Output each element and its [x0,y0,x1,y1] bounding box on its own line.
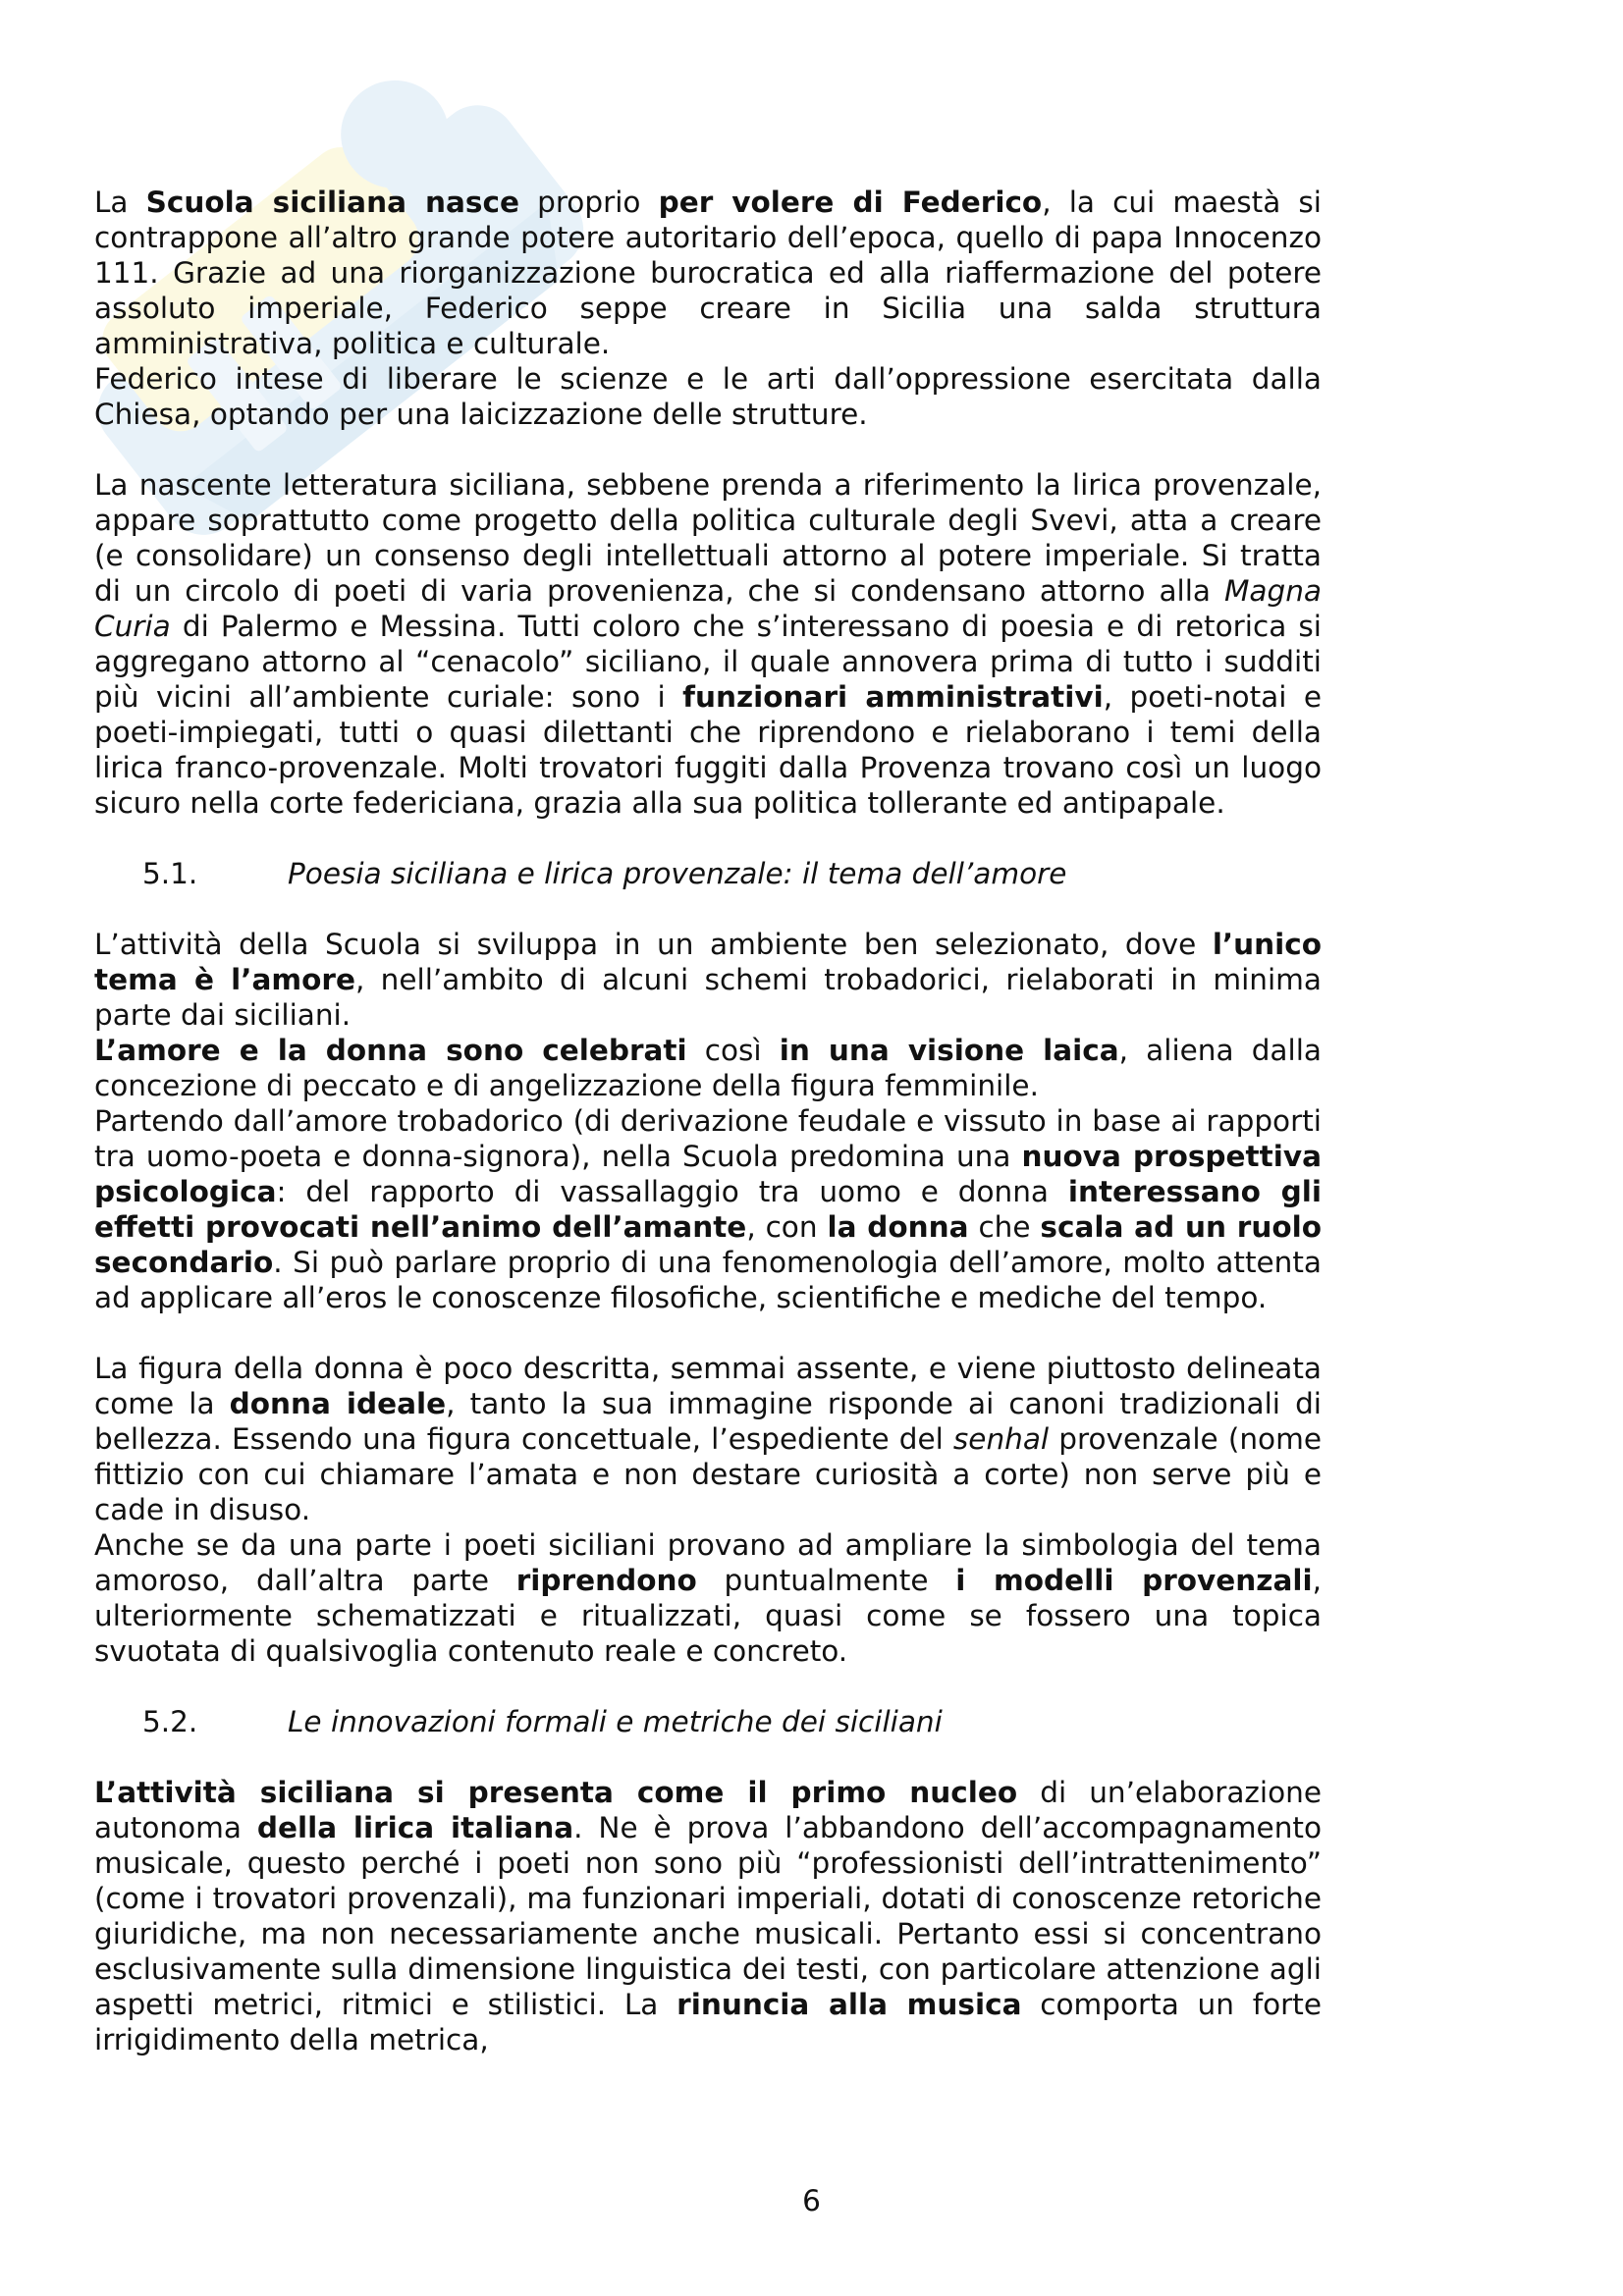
paragraph: Anche se da una parte i poeti siciliani provano ad ampliare la simbologia del tema amoroso, dall’altra parte riprendono puntualmente i modelli provenzali, ulteriormente schematizzati e ritualizzati, quasi come se fossero una topica svuotata di qualsivoglia contenuto reale e concreto. [94,1528,1322,1668]
paragraph: L’attività della Scuola si sviluppa in un ambiente ben selezionato, dove l’unico tema è l’amore, nell’ambito di alcuni schemi trobadorici, rielaborati in minima parte dai siciliani. [94,928,1323,1032]
main-text [94,185,1322,2057]
section-heading [94,856,1322,891]
paragraph: L’attività siciliana si presenta come il primo nucleo di un’elaborazione autonoma della lirica italiana. Ne è prova l’abbandono dell’accompagnamento musicale, questo perché i poeti non sono più “professionisti dell’intrattenimento” (come i trovatori provenzali), ma funzionari imperiali, dotati di conoscenze retoriche giuridiche, ma non necessariamente anche musicali. Pertanto essi si concentrano esclusivamente sulla dimensione linguistica dei testi, con particolare attenzione agli aspetti metrici, ritmici e stilistici. La rinuncia alla musica comporta un forte irrigidimento della metrica, [94,1776,1323,2056]
section-number: 5.2. [142,1705,198,1738]
paragraph: La Scuola siciliana nasce proprio per volere di Federico, la cui maestà si contrappone all’altro grande potere autoritario dell’epoca, quello di papa Innocenzo 111. Grazie ad una riorganizzazione burocratica ed alla riaffermazione del potere assoluto imperiale, Federico seppe creare in Sicilia una salda struttura amministrativa, politica e culturale. [94,186,1322,360]
section-title: Poesia siciliana e lirica provenzale: il tema dell’amore [288,857,1067,890]
page-number: 6 [802,2184,821,2217]
section-heading [94,1704,1322,1739]
section-number: 5.1. [142,857,198,890]
paragraph: Federico intese di liberare le scienze e le arti dall’oppressione esercitata dalla Chiesa, optando per una laicizzazione delle strutture. [94,362,1322,431]
paragraph: L’amore e la donna sono celebrati così in una visione laica, aliena dalla concezione di peccato e di angelizzazione della figura femminile. [94,1034,1322,1102]
paragraph: La nascente letteratura siciliana, sebbene prenda a riferimento la lirica provenzale, appare soprattutto come progetto della politica culturale degli Svevi, atta a creare (e consolidare) un consenso degli intellettuali attorno al potere imperiale. Si tratta di un circolo di poeti di varia provenienza, che si condensano attorno alla Magna Curia di Palermo e Messina. Tutti coloro che s’interessano di poesia e di retorica si aggregano attorno al “cenacolo” siciliano, il quale annovera prima di tutto i sudditi più vicini all’ambiente curiale: sono i funzionari amministrativi, poeti-notai e poeti-impiegati, tutti o quasi dilettanti che riprendono e rielaborano i temi della lirica franco-provenzale. Molti trovatori fuggiti dalla Provenza trovano così un luogo sicuro nella corte federiciana, grazia alla sua politica tollerante ed antipapale. [94,468,1322,820]
paragraph: La figura della donna è poco descritta, semmai assente, e viene piuttosto delineata come la donna ideale, tanto la sua immagine risponde ai canoni tradizionali di bellezza. Essendo una figura concettuale, l’espediente del senhal provenzale (nome fittizio con cui chiamare l’amata e non destare curiosità a corte) non serve più e cade in disuso. [94,1352,1322,1526]
section-title: Le innovazioni formali e metriche dei siciliani [288,1705,943,1738]
paragraph: Partendo dall’amore trobadorico (di derivazione feudale e vissuto in base ai rapporti tra uomo-poeta e donna-signora), nella Scuola predomina una nuova prospettiva psicologica: del rapporto di vassallaggio tra uomo e donna interessano gli effetti provocati nell’animo dell’amante, con la donna che scala ad un ruolo secondario. Si può parlare proprio di una fenomenologia dell’amore, molto attenta ad applicare all’eros le conoscenze filosofiche, scientifiche e mediche del tempo. [94,1104,1322,1314]
